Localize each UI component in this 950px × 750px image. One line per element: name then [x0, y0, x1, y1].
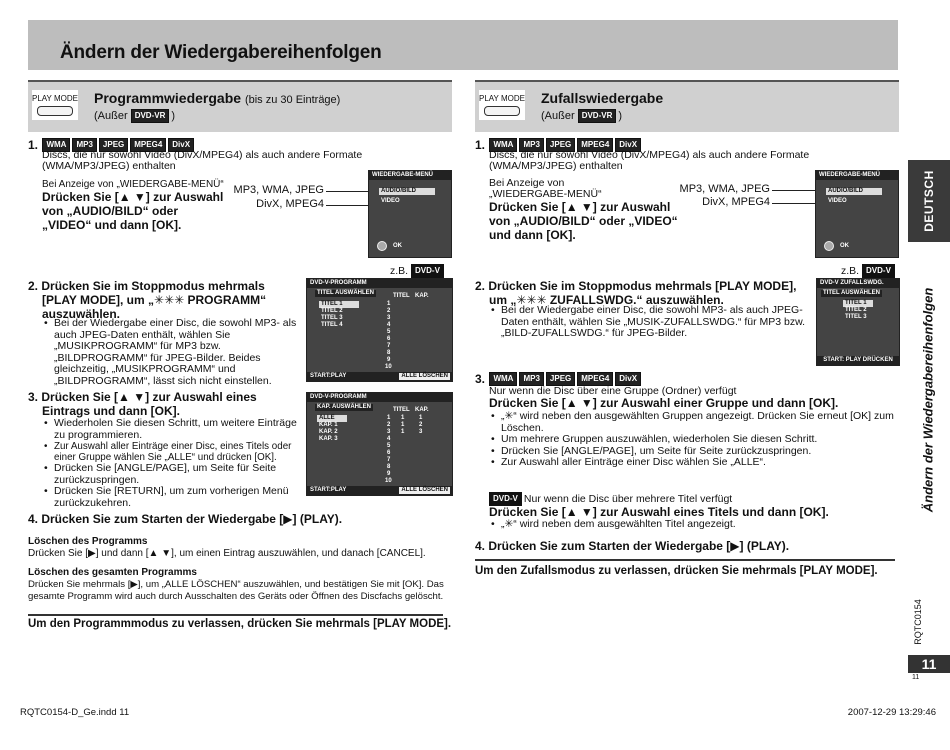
foot-right: ALLE LÖSCHEN — [401, 487, 448, 493]
clear-all-heading: Löschen des gesamten Programms — [28, 567, 197, 578]
menu-item-video: VIDEO — [381, 198, 400, 204]
clear-program-text: Drücken Sie [▶] und dann [▲ ▼], um einen Eintrag auszuwählen, und danach [CANCEL]. — [28, 548, 426, 559]
instr-line: Drücken Sie im Stoppmodus mehrmals — [41, 279, 265, 293]
text-line: Drücken Sie mehrmals [▶], um „ALLE LÖSCHEN“ auszuwählen, und bestätigen Sie mit [OK]. Das — [28, 579, 444, 590]
format-tag-divx: DivX — [615, 138, 641, 152]
callout-divx: DivX, MPEG4 — [256, 198, 324, 210]
pre-line: Bei Anzeige von — [489, 177, 565, 189]
page-number: 11 — [908, 655, 950, 673]
bullet-item: • Um mehrere Gruppen auszuwählen, wiederholen Sie diesen Schritt. — [489, 434, 897, 446]
row-num: 3 — [387, 315, 391, 321]
step-number: 2. — [28, 279, 39, 293]
instr-line: Drücken Sie [▲ ▼] zur Auswahl eines — [41, 390, 257, 404]
step-number: 3. — [475, 372, 486, 386]
bullet-item: • Zur Auswahl aller Einträge einer Disc wählen Sie „ALLE“. — [489, 457, 897, 469]
step-number: 1. — [28, 138, 39, 152]
bullet-item: • Bei der Wiedergabe einer Disc, die sowohl MP3- als auch JPEG-Daten enthält, wählen Sie „MUSIK-ZUFALLSWDG.“ für MP3 bzw. „BILD-ZUFALLSWDG.“ für JPEG-Bilder. — [489, 305, 811, 340]
playback-menu-screen-right — [815, 170, 899, 258]
play-mode-label: PLAY MODE — [32, 94, 78, 103]
instr-line: und dann [OK]. — [489, 228, 576, 242]
right-step3-bullets — [489, 411, 897, 469]
format-tag-jpeg: JPEG — [99, 138, 128, 152]
random-section-header — [475, 80, 899, 132]
left-step1-instr — [42, 190, 223, 232]
instr-line: von „AUDIO/BILD“ oder „VIDEO“ — [489, 214, 678, 228]
menu-header: DVD-V-PROGRAMM — [307, 393, 452, 402]
menu-footer: START: PLAY DRÜCKEN — [817, 356, 899, 365]
play-mode-label: PLAY MODE — [479, 94, 525, 103]
except-open: (Außer — [541, 109, 575, 122]
menu-sub: TITEL AUSWÄHLEN — [823, 290, 880, 296]
bullet-item: • „✳“ wird neben den ausgewählten Gruppen angezeigt. Drücken Sie erneut [OK] zum Löschen. — [489, 411, 897, 434]
except-note — [541, 109, 622, 123]
footer-file: RQTC0154-D_Ge.indd 11 — [20, 707, 130, 718]
menu-item: ALLE — [317, 415, 347, 422]
step-number: 3. — [28, 390, 39, 404]
row-titel: 1 — [401, 429, 405, 435]
play-mode-button-icon — [32, 90, 78, 120]
button-shape-icon — [484, 106, 520, 116]
row-num: 4 — [387, 322, 391, 328]
row-num: 2 — [387, 422, 391, 428]
left-step1-pre: Bei Anzeige von „WIEDERGABE-MENÜ“ — [42, 179, 224, 190]
format-tag-wma: WMA — [489, 372, 517, 386]
menu-header: DVD-V ZUFALLSWDG. — [817, 279, 899, 288]
footer-timestamp: 2007-12-29 13:29:46 — [847, 707, 936, 718]
row-kap: 1 — [419, 415, 423, 421]
clear-program-heading: Löschen des Programms — [28, 536, 148, 547]
left-step2-bullets — [42, 318, 300, 387]
callout-mp3: MP3, WMA, JPEG — [233, 184, 324, 196]
bullet-item: • Drücken Sie [ANGLE/PAGE], um Seite für Seite zurückzuspringen. — [42, 463, 304, 486]
menu-ok: OK — [840, 243, 849, 249]
dvdv-note: Nur wenn die Disc über mehrere Titel verfügt — [523, 492, 733, 505]
menu-sub: TITEL AUSWÄHLEN — [317, 290, 374, 296]
row-num: 6 — [387, 450, 391, 456]
desc-line: (WMA/MP3/JPEG) enthalten — [42, 160, 176, 172]
exit-program-note: Um den Programmmodus zu verlassen, drücken Sie mehrmals [PLAY MODE]. — [28, 618, 452, 630]
menu-footer — [307, 372, 452, 381]
text-line: gesamte Programm wird auch durch Ausschalten des Geräts oder Öffnen des Discfachs gelöscht. — [28, 590, 444, 602]
play-mode-button-icon — [479, 90, 525, 120]
right-eg — [841, 264, 897, 278]
bullet-item: • „✳“ wird neben dem ausgewählten Titel angezeigt. — [489, 519, 889, 531]
foot-left: START:PLAY — [310, 487, 347, 493]
divider — [28, 614, 443, 616]
dvd-v-chapter-screen — [306, 392, 453, 496]
section-heading: Programmwiedergabe — [94, 90, 242, 106]
format-tag-divx: DivX — [615, 372, 641, 386]
row-num: 2 — [387, 308, 391, 314]
desc-line: Discs, die nur sowohl Video (DivX/MPEG4) als auch andere Formate — [489, 149, 810, 161]
foot-left: START:PLAY — [310, 373, 347, 379]
desc-line: Discs, die nur sowohl Video (DivX/MPEG4) als auch andere Formate — [42, 149, 363, 161]
row-num: 8 — [387, 464, 391, 470]
dvd-v-tag: DVD-V — [411, 264, 444, 278]
row-kap: 3 — [419, 429, 423, 435]
right-dvdv-bullets — [489, 519, 889, 531]
row-num: 7 — [387, 343, 391, 349]
callout-mp3: MP3, WMA, JPEG — [679, 183, 770, 195]
row-num: 6 — [387, 336, 391, 342]
program-playback-section — [28, 80, 452, 132]
format-tag-mp3: MP3 — [72, 138, 96, 152]
disc-icon — [377, 241, 387, 251]
menu-item: KAP. 2 — [319, 429, 338, 435]
playback-menu-screen-left — [368, 170, 452, 258]
format-tag-mpeg4: MPEG4 — [577, 372, 613, 386]
dvd-v-random-screen — [816, 278, 900, 366]
right-step3-note: Nur wenn die Disc über eine Gruppe (Ordner) verfügt — [489, 385, 737, 397]
row-num: 8 — [387, 350, 391, 356]
col-titel: TITEL — [393, 293, 410, 299]
left-step4: 4. Drücken Sie zum Starten der Wiedergabe [▶] (PLAY). — [28, 512, 343, 526]
menu-item: TITEL 1 — [319, 301, 359, 308]
instr-line: Drücken Sie [▲ ▼] zur Auswahl — [42, 190, 224, 204]
pre-line: „WIEDERGABE-MENÜ“ — [489, 188, 602, 200]
callout-divx: DivX, MPEG4 — [702, 196, 770, 208]
foot-right: ALLE LÖSCHEN — [401, 373, 448, 379]
bullet-item: • Drücken Sie [RETURN], um zum vorherigen Menü zurückzukehren. — [42, 486, 304, 509]
row-num: 10 — [385, 364, 392, 370]
page-title: Ändern der Wiedergabereihenfolgen — [60, 42, 382, 63]
row-num: 10 — [385, 478, 392, 484]
menu-item: KAP. 1 — [319, 422, 338, 428]
button-shape-icon — [37, 106, 73, 116]
menu-item: TITEL 2 — [321, 308, 343, 314]
left-step1-desc — [42, 150, 362, 172]
section-title — [94, 90, 340, 106]
dvd-v-program-screen — [306, 278, 453, 382]
menu-header: WIEDERGABE-MENÜ — [369, 171, 451, 180]
dvd-v-tag: DVD-V — [862, 264, 895, 278]
title-bar — [28, 20, 898, 70]
instr-line: Drücken Sie [▲ ▼] zur Auswahl — [489, 200, 671, 214]
section-title — [541, 90, 663, 106]
desc-line: (WMA/MP3/JPEG) enthalten — [489, 160, 623, 172]
instr-line: von „AUDIO/BILD“ oder — [42, 204, 179, 218]
section-heading: Zufallswiedergabe — [541, 90, 664, 106]
right-step3-instr: Drücken Sie [▲ ▼] zur Auswahl einer Gruppe und dann [OK]. — [489, 396, 839, 410]
bullet-item: • Zur Auswahl aller Einträge einer Disc, eines Titels oder einer Gruppe wählen Sie „ALLE“ und drücken [OK]. — [42, 441, 304, 463]
row-titel: 1 — [401, 415, 405, 421]
col-kap: KAP. — [415, 407, 429, 413]
col-kap: KAP. — [415, 293, 429, 299]
format-tag-wma: WMA — [489, 138, 517, 152]
format-tag-wma: WMA — [42, 138, 70, 152]
section-heading-sub: (bis zu 30 Einträge) — [244, 94, 341, 106]
menu-item: TITEL 1 — [843, 300, 873, 307]
right-step1-desc — [489, 150, 809, 172]
row-num: 5 — [387, 329, 391, 335]
row-titel: 1 — [401, 422, 405, 428]
format-tag-mpeg4: MPEG4 — [130, 138, 166, 152]
format-tag-jpeg: JPEG — [546, 372, 575, 386]
menu-item-audio-bild: AUDIO/BILD — [826, 188, 882, 195]
format-tag-mp3: MP3 — [519, 138, 543, 152]
row-num: 9 — [387, 357, 391, 363]
menu-item-audio-bild: AUDIO/BILD — [379, 188, 435, 195]
step-number: 2. — [475, 279, 486, 293]
menu-item: TITEL 3 — [321, 315, 343, 321]
menu-item: TITEL 4 — [321, 322, 343, 328]
row-num: 5 — [387, 443, 391, 449]
right-dvdv-note-line — [489, 492, 732, 506]
left-step3-bullets — [42, 418, 304, 509]
menu-ok: OK — [393, 243, 402, 249]
except-note — [94, 109, 175, 123]
format-tag-mpeg4: MPEG4 — [577, 138, 613, 152]
right-step4: 4. Drücken Sie zum Starten der Wiedergabe [▶] (PLAY). — [475, 539, 790, 553]
menu-header: DVD-V-PROGRAMM — [307, 279, 452, 288]
menu-sub: KAP. AUSWÄHLEN — [317, 404, 372, 410]
eg-label: z.B. — [841, 264, 860, 277]
row-kap: 2 — [419, 422, 423, 428]
menu-item: TITEL 2 — [845, 307, 867, 313]
row-num: 9 — [387, 471, 391, 477]
instr-line: um „✳✳✳ ZUFALLSWDG.“ auszuwählen. — [489, 293, 724, 307]
page-number-small: 11 — [912, 674, 920, 681]
random-playback-section — [475, 80, 899, 132]
except-open: (Außer — [94, 109, 128, 122]
except-close: ) — [618, 109, 623, 122]
menu-item: TITEL 3 — [845, 314, 867, 320]
divider — [475, 559, 895, 561]
except-close: ) — [171, 109, 176, 122]
bullet-item: • Bei der Wiedergabe einer Disc, die sowohl MP3- als auch JPEG-Daten enthält, wählen Sie „MUSIKPROGRAMM“ für MP3 bzw. „BILDPROGRAMM“ für JPEG-Bilder. Beides gleichzeitig, „MUSIKPROGRAMM“ und „BILDPROGRAMM“, lässt sich nicht einstellen. — [42, 318, 300, 387]
right-step1-pre — [489, 178, 602, 200]
row-num: 3 — [387, 429, 391, 435]
row-num: 7 — [387, 457, 391, 463]
right-dvdv-instr: Drücken Sie [▲ ▼] zur Auswahl eines Titels und dann [OK]. — [489, 505, 829, 519]
format-tag-divx: DivX — [168, 138, 194, 152]
left-step2 — [28, 279, 298, 321]
right-step2 — [475, 279, 815, 307]
format-tag-mp3: MP3 — [519, 372, 543, 386]
eg-label: z.B. — [390, 264, 409, 277]
menu-item: KAP. 3 — [319, 436, 338, 442]
menu-item-video: VIDEO — [828, 198, 847, 204]
language-tab — [908, 160, 950, 242]
left-eg — [390, 264, 446, 278]
instr-line: „VIDEO“ und dann [OK]. — [42, 218, 182, 232]
clear-all-text — [28, 579, 448, 602]
language-tab-label: DEUTSCH — [922, 170, 936, 232]
dvd-vr-tag: DVD-VR — [578, 109, 617, 123]
dvd-v-tag: DVD-V — [489, 492, 522, 506]
left-step3 — [28, 390, 298, 418]
instr-line: auszuwählen. — [42, 307, 121, 321]
right-step1-instr — [489, 200, 678, 242]
program-section-header — [28, 80, 452, 132]
dvd-vr-tag: DVD-VR — [131, 109, 170, 123]
instr-line: Drücken Sie im Stoppmodus mehrmals [PLAY MODE], — [488, 279, 797, 293]
instr-line: Eintrags und dann [OK]. — [42, 404, 180, 418]
side-title: Ändern der Wiedergabereihenfolgen — [920, 287, 936, 513]
bullet-item: • Wiederholen Sie diesen Schritt, um weitere Einträge zu programmieren. — [42, 418, 304, 441]
step-number: 1. — [475, 138, 486, 152]
menu-header: WIEDERGABE-MENÜ — [816, 171, 898, 180]
bullet-item: • Drücken Sie [ANGLE/PAGE], um Seite für Seite zurückzuspringen. — [489, 446, 897, 458]
instr-line: [PLAY MODE], um „✳✳✳ PROGRAMM“ — [42, 293, 267, 307]
row-num: 1 — [387, 415, 391, 421]
row-num: 1 — [387, 301, 391, 307]
exit-random-note: Um den Zufallsmodus zu verlassen, drücken Sie mehrmals [PLAY MODE]. — [475, 565, 878, 577]
row-num: 4 — [387, 436, 391, 442]
disc-icon — [824, 241, 834, 251]
col-titel: TITEL — [393, 407, 410, 413]
side-code: RQTC0154 — [913, 599, 923, 645]
right-step2-bullets — [489, 305, 811, 340]
format-tag-jpeg: JPEG — [546, 138, 575, 152]
menu-footer — [307, 486, 452, 495]
